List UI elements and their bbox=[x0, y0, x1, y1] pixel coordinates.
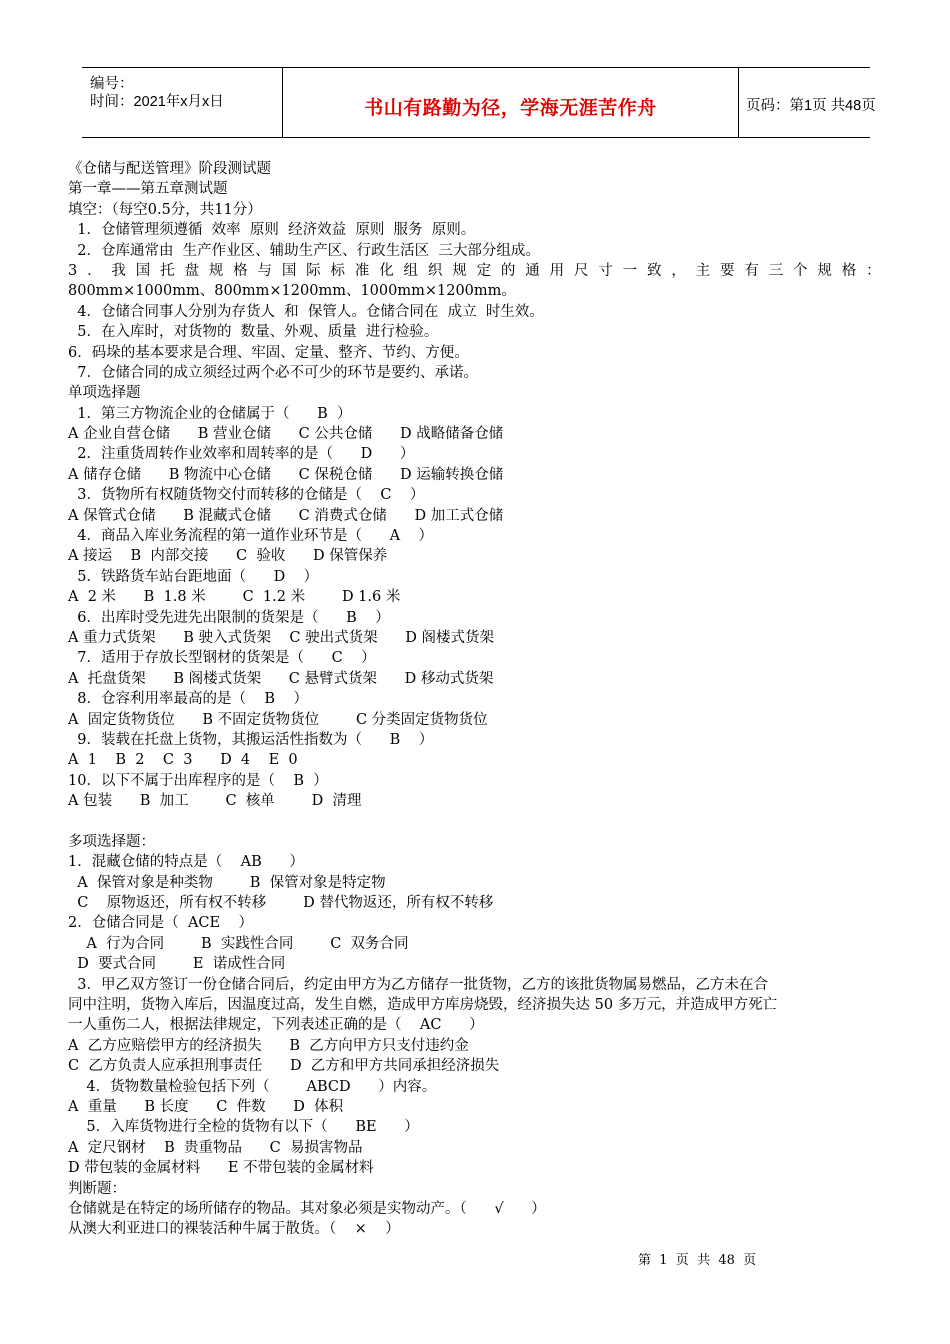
text-line: 2．仓库通常由 生产作业区、辅助生产区、行政生活区 三大部分组成。 bbox=[68, 242, 540, 259]
document-body bbox=[68, 159, 884, 1240]
text-line: 第一章——第五章测试题 bbox=[68, 181, 228, 198]
text-line: 1．第三方物流企业的仓储属于（ B ） bbox=[68, 405, 352, 422]
text-line: 判断题： bbox=[68, 1180, 126, 1197]
text-line: 4．货物数量检验包括下列（ ABCD ）内容。 bbox=[68, 1078, 437, 1095]
text-line: A 行为合同 B 实践性合同 C 双务合同 bbox=[68, 935, 409, 952]
text-line: 7．适用于存放长型钢材的货架是（ C ） bbox=[68, 650, 376, 667]
text-line bbox=[68, 812, 884, 832]
text-line: C 乙方负责人应承担刑事责任 D 乙方和甲方共同承担经济损失 bbox=[68, 1058, 500, 1075]
text-line: 2．仓储合同是（ ACE ） bbox=[68, 915, 254, 932]
text-line: 7．仓储合同的成立须经过两个必不可少的环节是要约、承诺。 bbox=[68, 364, 478, 381]
text-line: 一人重伤二人，根据法律规定，下列表述正确的是（ AC ） bbox=[68, 1017, 484, 1034]
text-line: A 储存仓储 B 物流中心仓储 C 保税仓储 D 运输转换仓储 bbox=[68, 466, 504, 483]
text-line: 9．装载在托盘上货物，其搬运活性指数为（ B ） bbox=[68, 731, 434, 748]
text-line: 6．码垛的基本要求是合理、牢固、定量、整齐、节约、方便。 bbox=[68, 344, 469, 361]
header-page-label: 页码：第1页 共48页 bbox=[746, 98, 876, 114]
header-page-cell bbox=[738, 68, 876, 137]
text-line: A 固定货物货位 B 不固定货物货位 C 分类固定货物货位 bbox=[68, 711, 488, 728]
text-line: 800mm×1000mm、800mm×1200mm、1000mm×1200mm。 bbox=[68, 283, 516, 300]
text-line: D 带包装的金属材料 E 不带包装的金属材料 bbox=[68, 1160, 374, 1177]
text-line: 4．仓储合同事人分别为存货人 和 保管人。仓储合同在 成立 时生效。 bbox=[68, 303, 544, 320]
text-line: 1．混藏仓储的特点是（ AB ） bbox=[68, 854, 304, 871]
text-line: 仓储就是在特定的场所储存的物品。其对象必须是实物动产。（ √ ） bbox=[68, 1200, 546, 1217]
text-line: A 重量 B 长度 C 件数 D 体积 bbox=[68, 1098, 344, 1115]
text-line: A 保管对象是种类物 B 保管对象是特定物 bbox=[68, 874, 386, 891]
text-line: C 原物返还，所有权不转移 D 替代物返还，所有权不转移 bbox=[68, 895, 494, 912]
text-line: D 要式合同 E 诺成性合同 bbox=[68, 956, 286, 973]
number-label: 编号： bbox=[90, 76, 134, 92]
text-line: 从澳大利亚进口的裸装活种牛属于散货。（ × ） bbox=[68, 1221, 400, 1238]
text-line: 3．货物所有权随货物交付而转移的仓储是（ C ） bbox=[68, 487, 425, 504]
text-line: A 重力式货架 B 驶入式货架 C 驶出式货架 D 阁楼式货架 bbox=[68, 629, 495, 646]
text-line: A 定尺钢材 B 贵重物品 C 易损害物品 bbox=[68, 1139, 363, 1156]
text-line: 1．仓储管理须遵循 效率 原则 经济效益 原则 服务 原则。 bbox=[68, 222, 476, 239]
text-line: 《仓储与配送管理》阶段测试题 bbox=[68, 161, 271, 177]
text-line: 6．出库时受先进先出限制的货架是（ B ） bbox=[68, 609, 390, 626]
header-info-cell bbox=[82, 68, 282, 137]
text-line: A 乙方应赔偿甲方的经济损失 B 乙方向甲方只支付违约金 bbox=[68, 1037, 469, 1054]
text-line: A 1 B 2 C 3 D 4 E 0 bbox=[68, 752, 298, 769]
text-line: A 包装 B 加工 C 核单 D 清理 bbox=[68, 793, 362, 810]
header-motto-cell bbox=[282, 68, 739, 137]
page-footer: 第 1 页 共 48 页 bbox=[638, 1253, 757, 1268]
text-line: 同中注明，货物入库后，因温度过高，发生自燃，造成甲方库房烧毁，经济损失达 50 多万元，并造成甲方死亡 bbox=[68, 997, 778, 1014]
text-line: 多项选择题： bbox=[68, 833, 155, 850]
text-line: 单项选择题 bbox=[68, 385, 141, 402]
text-line: 8．仓容利用率最高的是（ B ） bbox=[68, 691, 308, 708]
text-line: 2．注重货周转作业效率和周转率的是（ D ） bbox=[68, 446, 415, 463]
text-line: A 接运 B 内部交接 C 验收 D 保管保养 bbox=[68, 548, 388, 565]
text-line: 填空：（每空0.5分，共11分） bbox=[68, 201, 262, 218]
header-motto: 书山有路勤为径，学海无涯苦作舟 bbox=[364, 97, 657, 119]
text-line: 5．铁路货车站台距地面（ D ） bbox=[68, 568, 319, 585]
text-line: A 保管式仓储 B 混藏式仓储 C 消费式仓储 D 加工式仓储 bbox=[68, 507, 504, 524]
text-line: 3．我国托盘规格与国际标准化组织规定的通用尺寸一致，主要有三个规格： bbox=[68, 262, 884, 279]
text-line: 3．甲乙双方签订一份仓储合同后，约定由甲方为乙方储存一批货物，乙方的该批货物属易燃品，乙方未在合 bbox=[68, 976, 768, 993]
text-line: 10．以下不属于出库程序的是（ B ） bbox=[68, 772, 328, 789]
text-line: 4．商品入库业务流程的第一道作业环节是（ A ） bbox=[68, 528, 434, 545]
text-line: A 企业自营仓储 B 营业仓储 C 公共仓储 D 战略储备仓储 bbox=[68, 426, 504, 443]
page-header bbox=[82, 67, 876, 138]
text-line: 5．在入库时，对货物的 数量、外观、质量 进行检验。 bbox=[68, 324, 439, 341]
text-line: A 托盘货架 B 阁楼式货架 C 悬臂式货架 D 移动式货架 bbox=[68, 670, 494, 687]
text-line: A 2 米 B 1.8 米 C 1.2 米 D 1.6 米 bbox=[68, 589, 401, 606]
text-line: 5．入库货物进行全检的货物有以下（ BE ） bbox=[68, 1119, 419, 1136]
time-label: 时间：2021年x月x日 bbox=[90, 94, 224, 110]
